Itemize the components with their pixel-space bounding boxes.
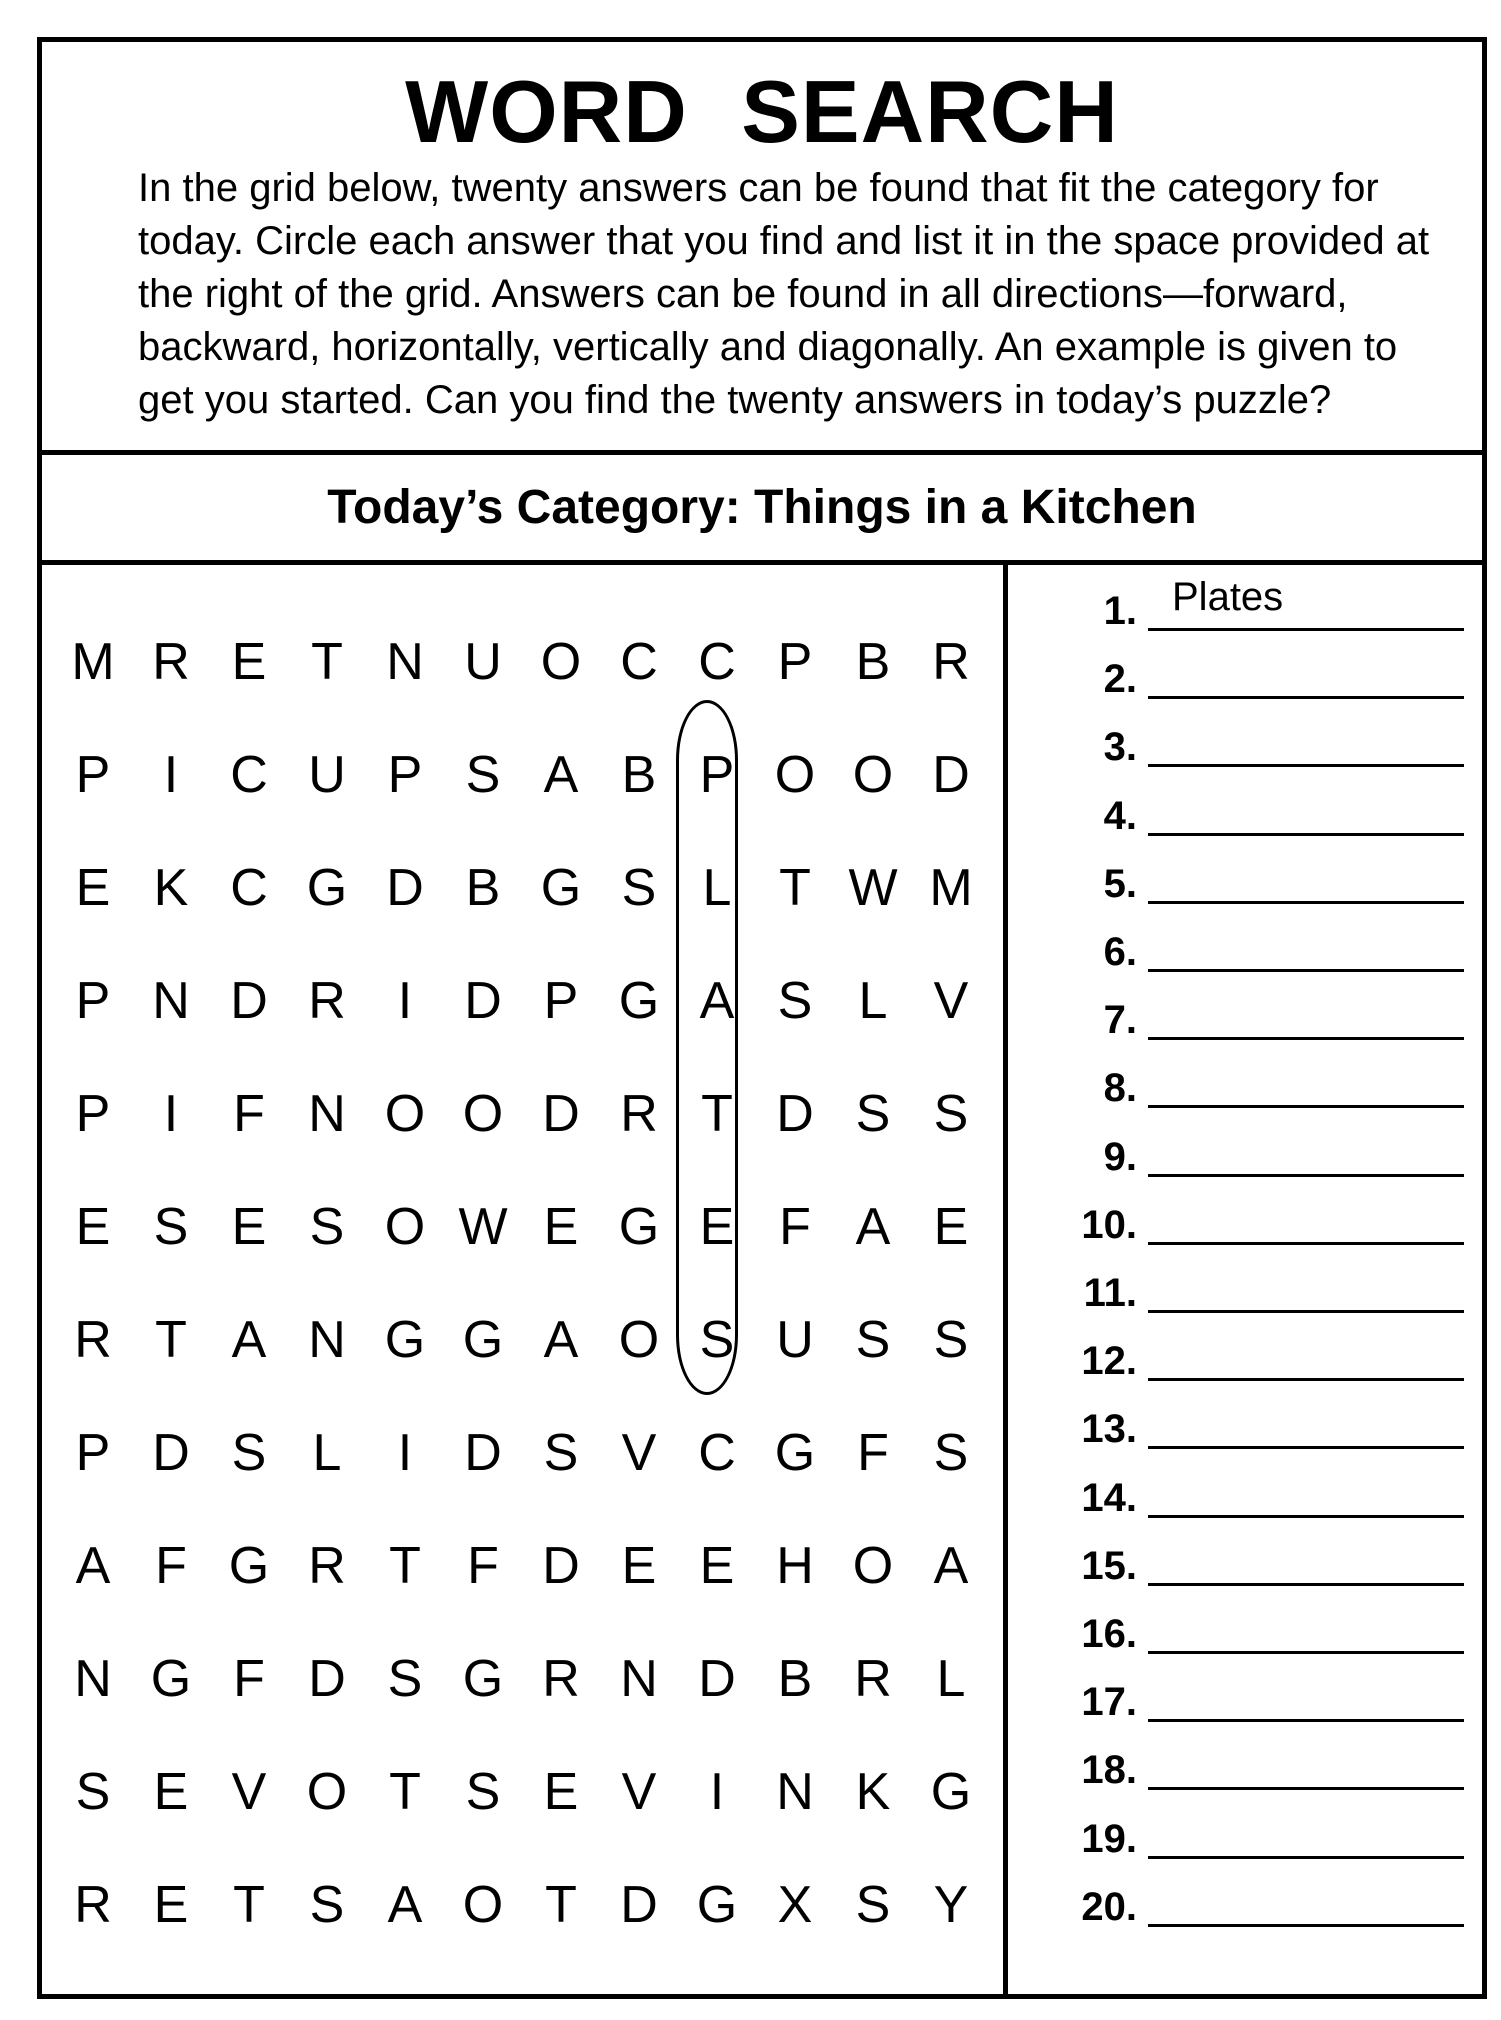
grid-letter[interactable]: X [777, 1875, 813, 1934]
answer-number: 15. [1081, 1543, 1137, 1588]
answer-blank-line[interactable] [1148, 1446, 1464, 1449]
grid-row [54, 1848, 994, 1961]
grid-letter[interactable]: M [929, 858, 973, 917]
grid-letter[interactable]: S [933, 1084, 969, 1143]
answer-blank-line[interactable] [1148, 764, 1464, 767]
grid-letter[interactable]: O [774, 745, 816, 804]
answer-row [1008, 1656, 1482, 1724]
grid-letter[interactable]: E [699, 1536, 735, 1595]
answer-row [1008, 565, 1482, 633]
grid-letter[interactable]: T [779, 858, 811, 917]
answer-row [1008, 1247, 1482, 1315]
grid-letter[interactable]: F [467, 1536, 499, 1595]
grid-letter[interactable]: G [618, 1197, 660, 1256]
grid-letter[interactable]: T [701, 1084, 733, 1143]
grid-letter[interactable]: N [74, 1649, 112, 1708]
grid-letter[interactable]: A [699, 971, 735, 1030]
grid-letter[interactable]: E [75, 1197, 111, 1256]
grid-letter[interactable]: E [543, 1762, 579, 1821]
grid-letter[interactable]: C [230, 745, 268, 804]
grid-letter[interactable]: P [777, 632, 813, 691]
grid-letter[interactable]: G [540, 858, 582, 917]
answer-row [1008, 1452, 1482, 1520]
grid-letter[interactable]: G [306, 858, 348, 917]
grid-letter[interactable]: O [618, 1310, 660, 1369]
grid-letter[interactable]: C [698, 632, 736, 691]
grid-letter[interactable]: I [163, 745, 179, 804]
grid-letter[interactable]: R [308, 1536, 346, 1595]
answer-number: 8. [1103, 1066, 1137, 1111]
grid-letter[interactable]: O [852, 1536, 894, 1595]
answer-row [1008, 1861, 1482, 1929]
answer-blank-line[interactable] [1148, 901, 1464, 904]
grid-letter[interactable]: R [932, 632, 970, 691]
grid-letter[interactable]: S [855, 1310, 891, 1369]
grid-letter[interactable]: T [311, 632, 343, 691]
grid-letter[interactable]: N [152, 971, 190, 1030]
answer-row [1008, 701, 1482, 769]
grid-letter[interactable]: P [75, 745, 111, 804]
grid-letter[interactable]: V [933, 971, 969, 1030]
grid-letter[interactable]: O [384, 1197, 426, 1256]
grid-letter[interactable]: I [709, 1762, 725, 1821]
answer-number: 2. [1103, 657, 1137, 702]
page-title: WORD SEARCH [405, 62, 1119, 161]
grid-letter[interactable]: N [776, 1762, 814, 1821]
answer-number: 20. [1081, 1884, 1137, 1929]
answer-blank-line[interactable] [1148, 1583, 1464, 1586]
grid-letter[interactable]: G [930, 1762, 972, 1821]
answer-number: 14. [1081, 1475, 1137, 1520]
grid-letter[interactable]: V [621, 1423, 657, 1482]
header-section [42, 42, 1482, 455]
grid-letter[interactable]: G [150, 1649, 192, 1708]
grid-letter[interactable]: O [540, 632, 582, 691]
grid-row [54, 831, 994, 944]
answer-number: 17. [1081, 1680, 1137, 1725]
grid-letter[interactable]: F [857, 1423, 889, 1482]
answer-number: 6. [1103, 930, 1137, 974]
grid-letter[interactable]: H [776, 1536, 814, 1595]
grid-letter[interactable]: L [312, 1423, 342, 1482]
answer-number: 9. [1103, 1134, 1137, 1179]
answer-number: 19. [1081, 1816, 1137, 1861]
grid-letter[interactable]: L [702, 858, 732, 917]
answer-row [1008, 1042, 1482, 1110]
answer-row [1008, 1315, 1482, 1383]
answer-blank-line[interactable] [1148, 1174, 1464, 1177]
grid-letter[interactable]: K [855, 1762, 891, 1821]
answer-blank-line[interactable] [1148, 1310, 1464, 1313]
grid-letter[interactable]: S [777, 971, 813, 1030]
example-answer-text: Plates [1172, 575, 1284, 619]
grid-letter[interactable]: T [389, 1762, 421, 1821]
grid-letter[interactable]: D [542, 1536, 580, 1595]
grid-letter[interactable]: S [153, 1197, 189, 1256]
grid-row [54, 1170, 994, 1283]
grid-letter[interactable]: S [543, 1423, 579, 1482]
grid-row [54, 1283, 994, 1396]
grid-letter[interactable]: A [543, 1310, 579, 1369]
answer-row [1008, 1179, 1482, 1247]
answer-blank-line[interactable] [1148, 1105, 1464, 1108]
grid-letter[interactable]: L [858, 971, 888, 1030]
grid-row [54, 1057, 994, 1170]
grid-letter[interactable]: D [542, 1084, 580, 1143]
grid-letter[interactable]: R [308, 971, 346, 1030]
grid-letter[interactable]: B [621, 745, 657, 804]
word-search-sheet [37, 37, 1487, 1999]
grid-row [54, 1396, 994, 1509]
grid-row [54, 718, 994, 831]
answer-blank-line[interactable] [1148, 1924, 1464, 1927]
grid-letter[interactable]: S [465, 1762, 501, 1821]
answer-number: 18. [1081, 1748, 1137, 1793]
grid-letter[interactable]: A [75, 1536, 111, 1595]
grid-letter[interactable]: E [153, 1762, 189, 1821]
answer-row [1008, 906, 1482, 974]
answer-row [1008, 974, 1482, 1042]
answer-number: 5. [1103, 861, 1137, 906]
grid-letter[interactable]: E [621, 1536, 657, 1595]
grid-letter[interactable]: P [75, 1423, 111, 1482]
letter-grid-area [42, 565, 1008, 1994]
grid-row [54, 1735, 994, 1848]
grid-letter[interactable]: E [75, 858, 111, 917]
answer-blank-line[interactable] [1148, 1787, 1464, 1790]
grid-letter[interactable]: W [848, 858, 898, 917]
grid-letter[interactable]: P [387, 745, 423, 804]
grid-letter[interactable]: C [620, 632, 658, 691]
grid-letter[interactable]: U [776, 1310, 814, 1369]
grid-letter[interactable]: F [233, 1649, 265, 1708]
grid-letter[interactable]: E [699, 1197, 735, 1256]
answer-row [1008, 1793, 1482, 1861]
answer-number: 3. [1103, 725, 1137, 770]
grid-letter[interactable]: G [462, 1310, 504, 1369]
answer-row [1008, 1111, 1482, 1179]
grid-letter[interactable]: G [618, 971, 660, 1030]
grid-letter[interactable]: G [696, 1875, 738, 1934]
grid-letter[interactable]: U [464, 632, 502, 691]
instructions-text: In the grid below, twenty answers can be found that fit the category for today. Circle each answer that you find and list it in the space provided at the right of the grid. Answers can be found in all directions—forward, backward, horizontally, vertically and diagonally. An example is given to get you started. Can you find the twenty answers in today’s puzzle? [138, 166, 1430, 422]
grid-letter[interactable]: D [620, 1875, 658, 1934]
category-label: Today’s Category: Things in a Kitchen [327, 481, 1197, 534]
answer-blank-line[interactable] [1148, 1651, 1464, 1654]
answer-blank-line[interactable] [1148, 1242, 1464, 1245]
grid-letter[interactable]: A [543, 745, 579, 804]
grid-letter[interactable]: V [621, 1762, 657, 1821]
grid-letter[interactable]: S [933, 1310, 969, 1369]
answer-number: 4. [1103, 793, 1137, 838]
grid-letter[interactable]: N [308, 1084, 346, 1143]
grid-letter[interactable]: S [231, 1423, 267, 1482]
grid-letter[interactable]: Y [933, 1875, 969, 1934]
grid-letter[interactable]: O [462, 1875, 504, 1934]
grid-letter[interactable]: R [74, 1875, 112, 1934]
grid-letter[interactable]: S [309, 1197, 345, 1256]
answer-row [1008, 633, 1482, 701]
grid-letter[interactable]: D [464, 971, 502, 1030]
answer-row [1008, 838, 1482, 906]
example-answer-circle [676, 700, 738, 1395]
grid-letter[interactable]: D [230, 971, 268, 1030]
grid-letter[interactable]: S [75, 1762, 111, 1821]
grid-letter[interactable]: F [233, 1084, 265, 1143]
answer-blank-line[interactable] [1148, 1515, 1464, 1518]
grid-letter[interactable]: R [152, 632, 190, 691]
grid-row [54, 1622, 994, 1735]
answer-number: 10. [1081, 1202, 1137, 1247]
grid-letter[interactable]: T [155, 1310, 187, 1369]
grid-letter[interactable]: I [397, 971, 413, 1030]
grid-letter[interactable]: D [698, 1649, 736, 1708]
grid-letter[interactable]: G [462, 1649, 504, 1708]
grid-letter[interactable]: B [855, 632, 891, 691]
grid-letter[interactable]: P [75, 971, 111, 1030]
grid-letter[interactable]: I [163, 1084, 179, 1143]
grid-letter[interactable]: E [933, 1197, 969, 1256]
grid-letter[interactable]: O [306, 1762, 348, 1821]
grid-letter[interactable]: G [774, 1423, 816, 1482]
grid-letter[interactable]: S [621, 858, 657, 917]
grid-letter[interactable]: D [776, 1084, 814, 1143]
grid-letter[interactable]: T [233, 1875, 265, 1934]
answer-blank-line[interactable] [1148, 833, 1464, 836]
grid-letter[interactable]: D [308, 1649, 346, 1708]
grid-letter[interactable]: P [75, 1084, 111, 1143]
grid-letter[interactable]: V [231, 1762, 267, 1821]
answer-row [1008, 1520, 1482, 1588]
answer-number: 1. [1103, 589, 1137, 633]
answer-blank-line[interactable] [1148, 1856, 1464, 1859]
grid-letter[interactable]: C [698, 1423, 736, 1482]
answer-blank-line[interactable] [1148, 969, 1464, 972]
grid-letter[interactable]: A [387, 1875, 423, 1934]
answer-blank-line[interactable] [1148, 628, 1464, 631]
grid-letter[interactable]: S [855, 1875, 891, 1934]
grid-letter[interactable]: P [699, 745, 735, 804]
grid-letter[interactable]: E [231, 1197, 267, 1256]
grid-letter[interactable]: D [152, 1423, 190, 1482]
grid-letter[interactable]: L [936, 1649, 966, 1708]
grid-letter[interactable]: E [153, 1875, 189, 1934]
grid-row [54, 944, 994, 1057]
grid-letter[interactable]: W [458, 1197, 508, 1256]
answer-number: 12. [1081, 1339, 1137, 1384]
grid-letter[interactable]: C [230, 858, 268, 917]
grid-letter[interactable]: T [545, 1875, 577, 1934]
answer-blank-line[interactable] [1148, 696, 1464, 699]
grid-letter[interactable]: R [74, 1310, 112, 1369]
grid-row [54, 1509, 994, 1622]
answer-number: 13. [1081, 1407, 1137, 1452]
answer-row [1008, 770, 1482, 838]
grid-letter[interactable]: K [153, 858, 189, 917]
answer-row [1008, 1383, 1482, 1451]
answer-row [1008, 1724, 1482, 1792]
grid-letter[interactable]: F [155, 1536, 187, 1595]
grid-letter[interactable]: P [543, 971, 579, 1030]
answer-blank-line[interactable] [1148, 1037, 1464, 1040]
grid-letter[interactable]: S [699, 1310, 735, 1369]
grid-letter[interactable]: D [932, 745, 970, 804]
grid-letter[interactable]: S [309, 1875, 345, 1934]
grid-letter[interactable]: R [620, 1084, 658, 1143]
grid-row [54, 605, 994, 718]
grid-letter[interactable]: M [71, 632, 115, 691]
grid-letter[interactable]: G [228, 1536, 270, 1595]
grid-letter[interactable]: E [543, 1197, 579, 1256]
answer-number: 7. [1103, 998, 1137, 1043]
grid-letter[interactable]: N [386, 632, 424, 691]
grid-letter[interactable]: F [779, 1197, 811, 1256]
grid-letter[interactable]: S [855, 1084, 891, 1143]
grid-letter[interactable]: S [387, 1649, 423, 1708]
grid-letter[interactable]: D [386, 858, 424, 917]
grid-letter[interactable]: R [854, 1649, 892, 1708]
letter-grid [54, 605, 994, 1961]
grid-letter[interactable]: N [308, 1310, 346, 1369]
answer-number: 11. [1083, 1271, 1137, 1315]
grid-letter[interactable]: N [620, 1649, 658, 1708]
grid-letter[interactable]: A [855, 1197, 891, 1256]
grid-letter[interactable]: A [231, 1310, 267, 1369]
answer-row [1008, 1588, 1482, 1656]
answer-number: 16. [1081, 1612, 1137, 1656]
grid-letter[interactable]: O [462, 1084, 504, 1143]
grid-letter[interactable]: G [384, 1310, 426, 1369]
grid-letter[interactable]: A [933, 1536, 969, 1595]
grid-letter[interactable]: O [384, 1084, 426, 1143]
answer-list [1008, 565, 1482, 1994]
grid-letter[interactable]: R [542, 1649, 580, 1708]
grid-letter[interactable]: D [464, 1423, 502, 1482]
answer-blank-line[interactable] [1148, 1719, 1464, 1722]
grid-letter[interactable]: U [308, 745, 346, 804]
grid-letter[interactable]: T [389, 1536, 421, 1595]
grid-letter[interactable]: S [465, 745, 501, 804]
grid-letter[interactable]: E [231, 632, 267, 691]
grid-letter[interactable]: S [933, 1423, 969, 1482]
category-bar [42, 455, 1482, 565]
grid-letter[interactable]: I [397, 1423, 413, 1482]
grid-letter[interactable]: B [465, 858, 501, 917]
grid-letter[interactable]: O [852, 745, 894, 804]
grid-letter[interactable]: B [777, 1649, 813, 1708]
answer-blank-line[interactable] [1148, 1378, 1464, 1381]
